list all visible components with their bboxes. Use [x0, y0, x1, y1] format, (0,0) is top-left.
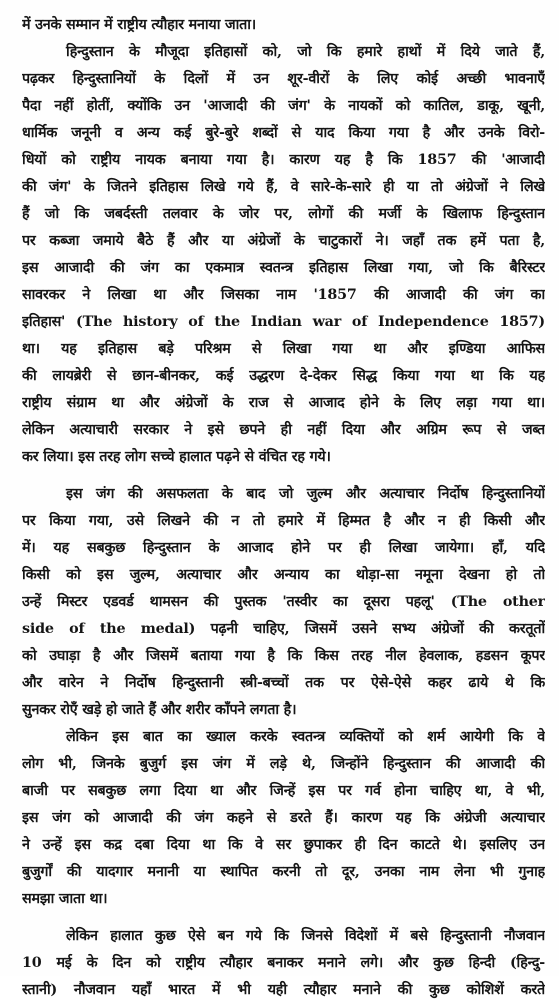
- text-line: धार्मिक जनूनी व अन्य कई बुरे-बुरे शब्दों से याद किया गया है और उनके विरो-: [22, 125, 545, 141]
- text-line: सावरकर ने लिखा था और जिसका नाम '1857 की आजादी की जंग का: [22, 287, 545, 303]
- text-line: पर किया गया, उसे लिखने की न तो हमारे में हिम्मत है और न ही किसी और: [22, 513, 545, 529]
- paragraph-4: [22, 724, 545, 913]
- text-line: पढ़कर हिन्दुस्तानियों के दिलों में उन शूर-वीरों के लिए कोई अच्छी भावनाएँ: [22, 71, 545, 87]
- text-line: कर लिया। इस तरह लोग सच्चे हालात पढ़ने से वंचित रह गये।: [22, 449, 331, 465]
- text-line: हैं जो कि जबर्दस्ती तलवार के जोर पर, लोगों की मर्जी के खिलाफ हिन्दुस्तान: [22, 206, 545, 222]
- text-line: हिन्दुस्तान के मौजूदा इतिहासों को, जो कि हमारे हाथों में दिये जाते हैं,: [66, 44, 545, 60]
- text-line: इस आजादी की जंग का एकमात्र स्वतन्त्र इतिहास लिखा गया, जो कि बैरिस्टर: [22, 260, 545, 276]
- text-line: स्तानी) नौजवान यहाँ भारत में भी यही त्यौहार मनाने की कुछ कोशिशें करते: [22, 982, 545, 998]
- text-line: उन्हें मिस्टर एडवर्ड थामसन की पुस्तक 'तस्वीर का दूसरा पहलू' (The other: [22, 594, 545, 610]
- paragraph-5: [22, 923, 545, 1004]
- text-line: धियों को राष्ट्रीय नायक बनाया गया है। कारण यह है कि 1857 की 'आजादी: [22, 152, 545, 168]
- text-line: किसी को इस जुल्म, अत्याचार और अन्याय का थोड़ा-सा नमूना देखना हो तो: [22, 567, 545, 583]
- text-line: की लायब्रेरी से छान-बीनकर, कई उद्धरण दे-देकर सिद्ध किया गया था कि यह: [22, 368, 545, 384]
- text-line: सुनकर रोएँ खड़े हो जाते हैं और शरीर काँपने लगता है।: [22, 702, 297, 718]
- text-line: था। यह इतिहास बड़े परिश्रम से लिखा गया था और इण्डिया आफिस: [22, 341, 545, 357]
- text-line: लोग भी, जिनके बुजुर्ग इस जंग में लड़े थे, जिन्होंने हिन्दुस्तान की आजादी की: [22, 756, 545, 772]
- text-line: लेकिन अत्याचारी सरकार ने इसे छपने ही नहीं दिया और अग्रिम रूप से जब्त: [22, 422, 545, 438]
- text-line: में उनके सम्मान में राष्ट्रीय त्यौहार मनाया जाता।: [22, 17, 256, 33]
- text-line: में। यह सबकुछ हिन्दुस्तान के आजाद होने पर ही लिखा जायेगा। हाँ, यदि: [22, 540, 545, 556]
- text-line: बाजी पर सबकुछ लगा दिया था और जिन्हें इस पर गर्व होना चाहिए था, वे भी,: [22, 783, 545, 799]
- paragraph-3: [22, 481, 545, 724]
- text-line: पैदा नहीं होतीं, क्योंकि उन 'आजादी की जंग' के नायकों को कातिल, डाकू, खूनी,: [22, 98, 545, 114]
- paragraph-1: [22, 12, 545, 39]
- text-line: और वारेन ने निर्दोष हिन्दुस्तानी स्त्री-बच्चों तक पर ऐसे-ऐसे कहर ढाये थे कि: [22, 675, 545, 691]
- text-line: बुजुर्गों की यादगार मनानी या स्थापित करनी तो दूर, उनका नाम लेना भी गुनाह: [22, 864, 545, 880]
- text-line: राष्ट्रीय संग्राम था और अंग्रेजों के राज से आजाद होने के लिए लड़ा गया था।: [22, 395, 545, 411]
- text-line: ने उन्हें इस कद्र दबा दिया था कि वे सर छुपाकर ही दिन काटते थे। इसलिए उन: [22, 837, 545, 853]
- text-line: side of the medal) पढ़नी चाहिए, जिसमें उसने सभ्य अंग्रेजों की करतूतों: [22, 621, 545, 637]
- text-line: 10 मई के दिन को राष्ट्रीय त्यौहार बनाकर मनाने लगे। और कुछ हिन्दी (हिन्दु-: [22, 955, 545, 971]
- text-line: लेकिन हालात कुछ ऐसे बन गये कि जिनसे विदेशों में बसे हिन्दुस्तानी नौजवान: [66, 928, 545, 944]
- text-line: पर कब्जा जमाये बैठे हैं और या अंग्रेजों के चाटुकारों ने। जहाँ तक हमें पता है,: [22, 233, 545, 249]
- text-line: इतिहास' (The history of the Indian war of Independence 1857): [22, 314, 545, 330]
- text-line: इस जंग को आजादी की जंग कहने से डरते हैं। कारण यह कि अंग्रेजी अत्याचार: [22, 810, 545, 826]
- text-line: की जंग' के जितने इतिहास लिखे गये हैं, वे सारे-के-सारे ही या तो अंग्रेजों ने लिखे: [22, 179, 545, 195]
- text-line: लेकिन इस बात का ख्याल करके स्वतन्त्र व्यक्तियों को शर्म आयेगी कि वे: [66, 729, 545, 745]
- paragraph-2: [22, 39, 545, 471]
- text-line: को उघाड़ा है और जिसमें बताया गया है कि किस तरह नील हेवलाक, हडसन कूपर: [22, 648, 545, 664]
- text-line: समझा जाता था।: [22, 891, 108, 907]
- text-line: इस जंग की असफलता के बाद जो जुल्म और अत्याचार निर्दोष हिन्दुस्तानियों: [66, 486, 545, 502]
